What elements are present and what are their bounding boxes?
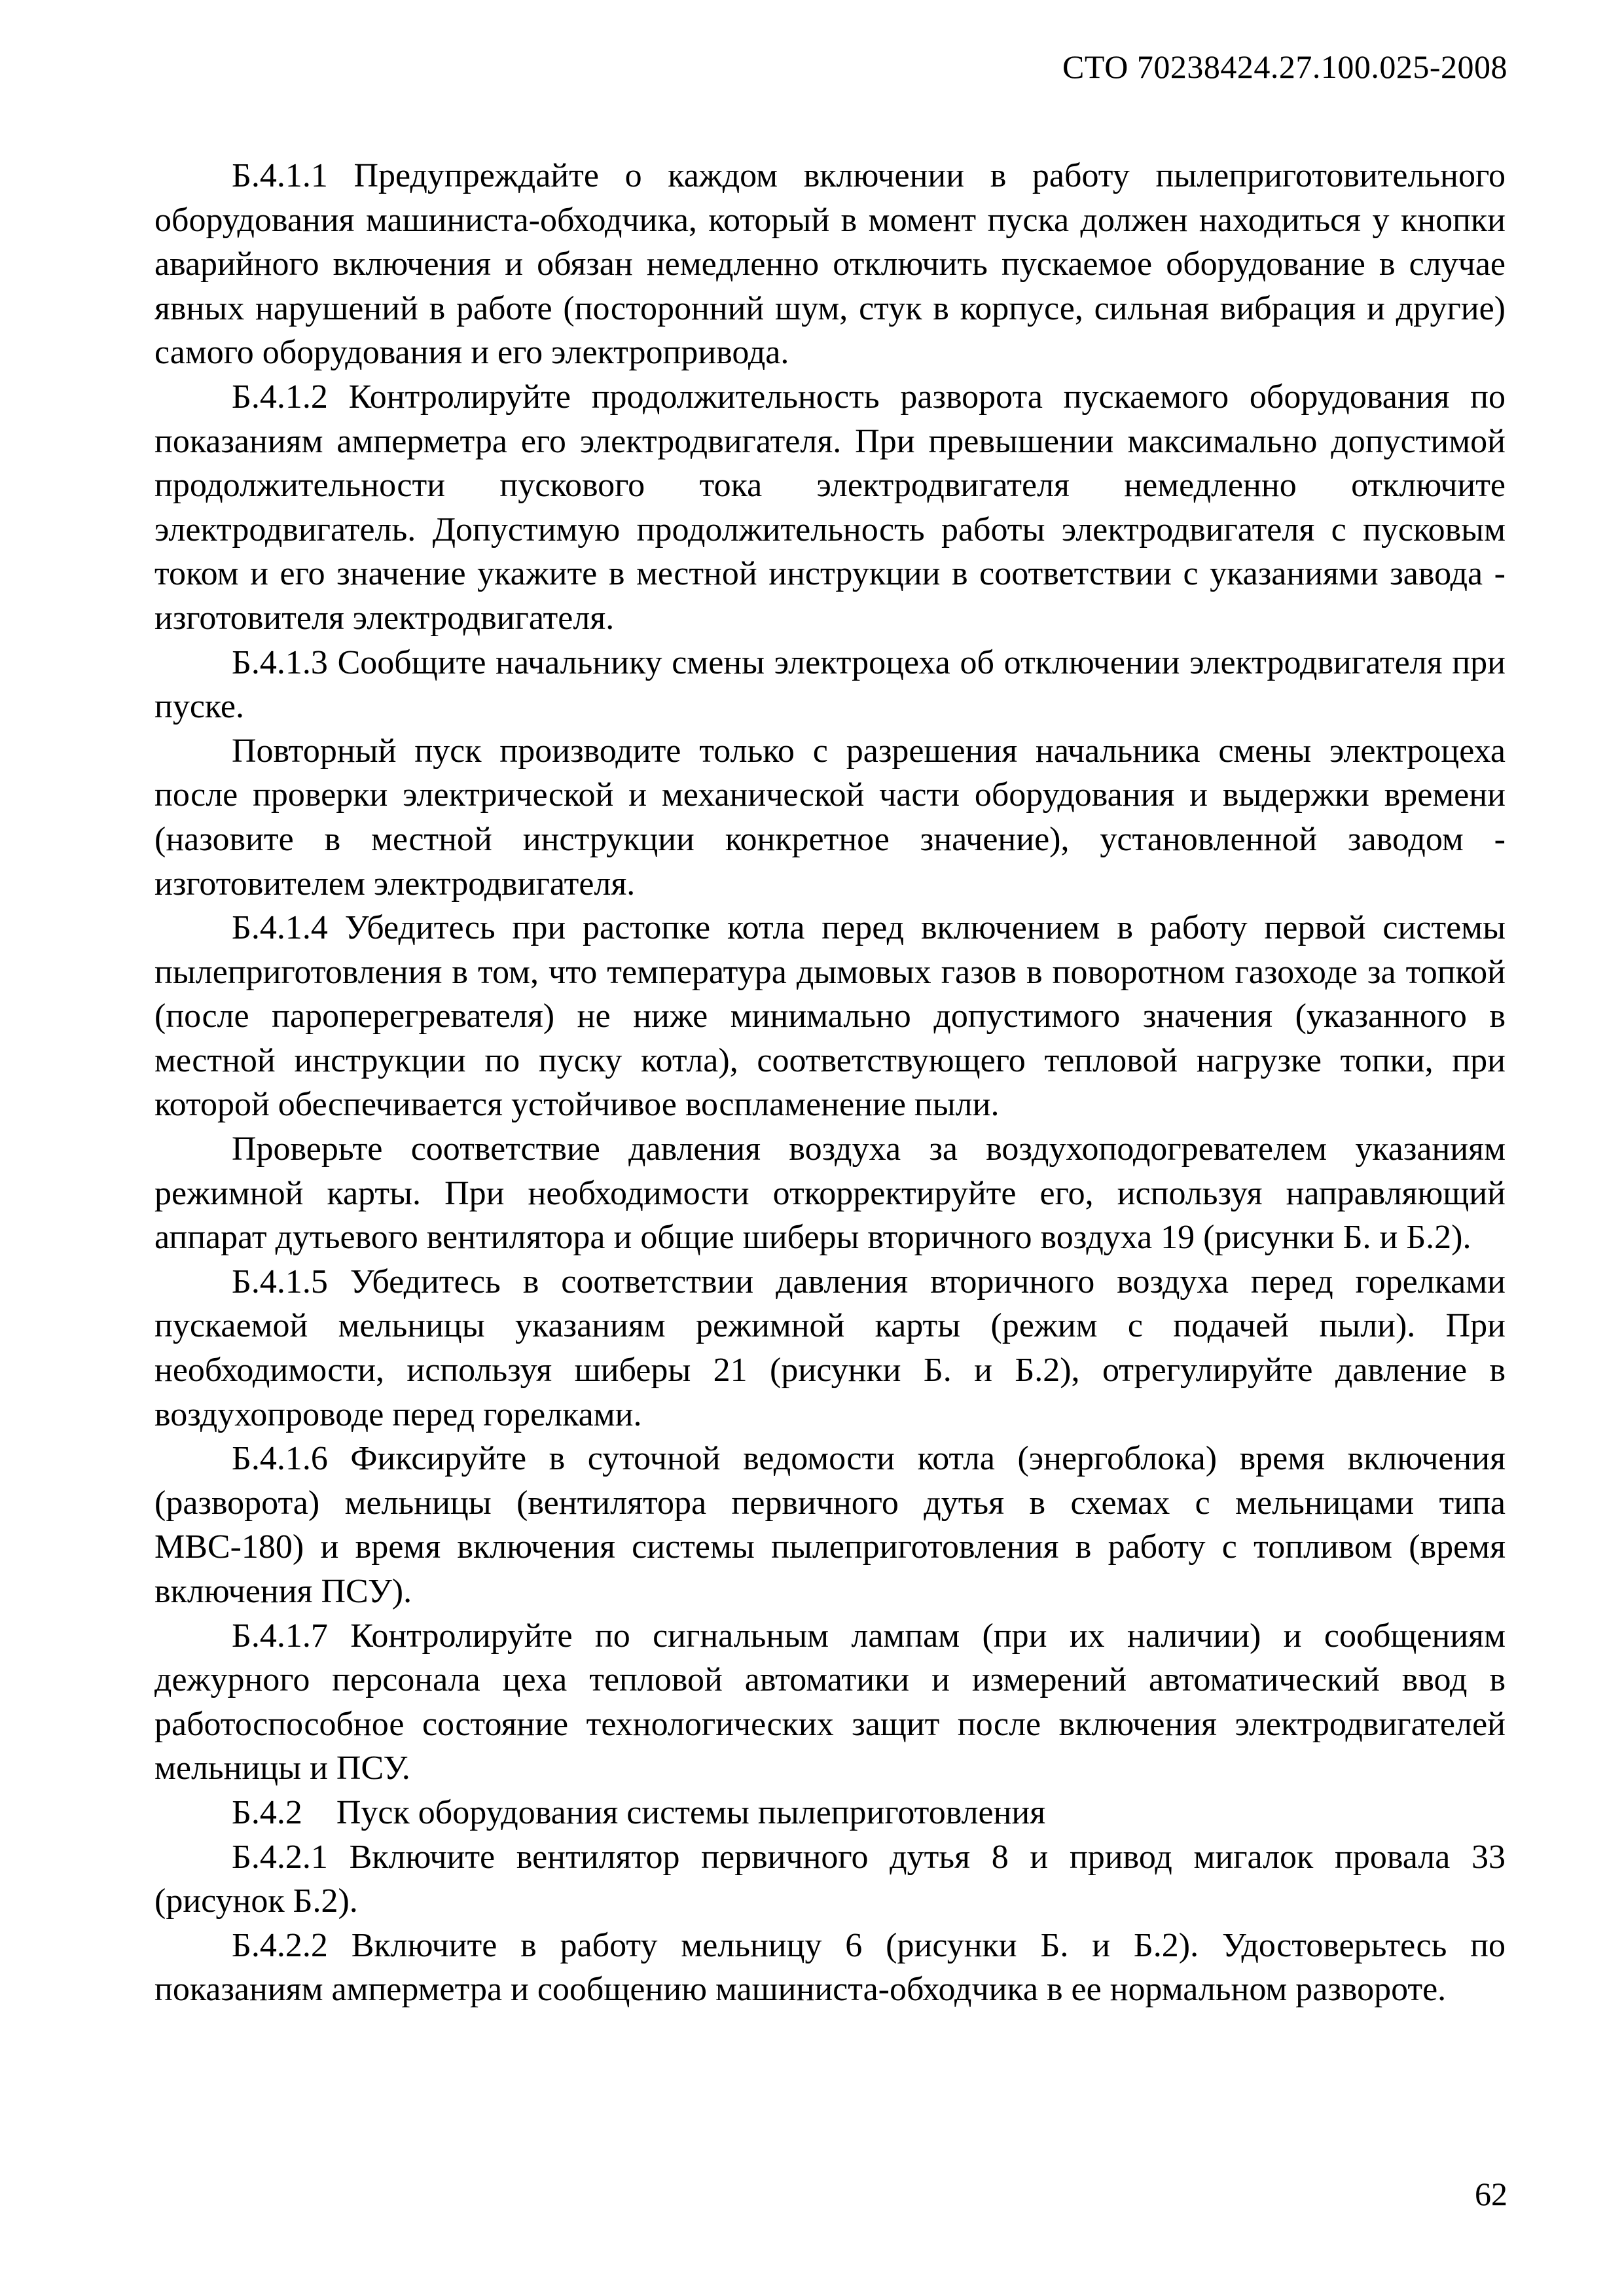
paragraph-b-4-1-1: Б.4.1.1 Предупреждайте о каждом включении в работу пылеприготовительного оборудования машиниста-обходчика, который в момент пуска должен находиться у кнопки аварийного включения и обязан немедленно отключить пускаемое оборудование в случае явных нарушений в работе (посторонний шум, стук в корпусе, сильная вибрация и другие) самого оборудования и его электропривода.: [154, 157, 1506, 372]
paragraph-air-pressure-check: Проверьте соответствие давления воздуха за воздухоподогревателем указаниям режимной карты. При необходимости откорректируйте его, используя направляющий аппарат дутьевого вентилятора и общие шиберы вторичного воздуха 19 (рисунки Б. и Б.2).: [154, 1130, 1506, 1257]
paragraph-b-4-1-3: Б.4.1.3 Сообщите начальнику смены электроцеха об отключении электродвигателя при пуске.: [154, 643, 1506, 726]
paragraph-b-4-1-4: Б.4.1.4 Убедитесь при растопке котла перед включением в работу первой системы пылеприготовления в том, что температура дымовых газов в поворотном газоходе за топкой (после пароперегревателя) не ниже минимально допустимого значения (указанного в местной инструкции по пуску котла), соответствующего тепловой нагрузке топки, при которой обеспечивается устойчивое воспламенение пыли.: [154, 909, 1506, 1124]
paragraph-repeat-start: Повторный пуск производите только с разрешения начальника смены электроцеха после проверки электрической и механической части оборудования и выдержки времени (назовите в местной инструкции конкретное значение), установленной заводом - изготовителем электродвигателя.: [154, 732, 1506, 903]
document-body: [154, 154, 1506, 2012]
paragraph-b-4-1-7: Б.4.1.7 Контролируйте по сигнальным лампам (при их наличии) и сообщениям дежурного персонала цеха тепловой автоматики и измерений автоматический ввод в работоспособное состояние технологических защит после включения электродвигателей мельницы и ПСУ.: [154, 1617, 1506, 1787]
section-heading-b-4-2: Б.4.2 Пуск оборудования системы пылеприготовления: [232, 1793, 1046, 1831]
paragraph-b-4-1-2: Б.4.1.2 Контролируйте продолжительность разворота пускаемого оборудования по показаниям амперметра его электродвигателя. При превышении максимально допустимой продолжительности пускового тока электродвигателя немедленно отключите электродвигатель. Допустимую продолжительность работы электродвигателя с пусковым током и его значение укажите в местной инструкции в соответствии с указаниями завода - изготовителя электродвигателя.: [154, 378, 1506, 637]
paragraph-b-4-2-2: Б.4.2.2 Включите в работу мельницу 6 (рисунки Б. и Б.2). Удостоверьтесь по показаниям амперметра и сообщению машиниста-обходчика в ее нормальном развороте.: [154, 1926, 1506, 2009]
paragraph-b-4-2-1: Б.4.2.1 Включите вентилятор первичного дутья 8 и привод мигалок провала 33 (рисунок Б.2).: [154, 1838, 1506, 1920]
paragraph-b-4-1-6: Б.4.1.6 Фиксируйте в суточной ведомости котла (энергоблока) время включения (разворота) мельницы (вентилятора первичного дутья в схемах с мельницами типа МВС-180) и время включения системы пылеприготовления в работу с топливом (время включения ПСУ).: [154, 1440, 1506, 1610]
page-number: 62: [1475, 2176, 1507, 2212]
document-code: СТО 70238424.27.100.025-2008: [1062, 48, 1507, 85]
paragraph-b-4-1-5: Б.4.1.5 Убедитесь в соответствии давления вторичного воздуха перед горелками пускаемой мельницы указаниям режимной карты (режим с подачей пыли). При необходимости, используя шиберы 21 (рисунки Б. и Б.2), отрегулируйте давление в воздухопроводе перед горелками.: [154, 1263, 1506, 1433]
